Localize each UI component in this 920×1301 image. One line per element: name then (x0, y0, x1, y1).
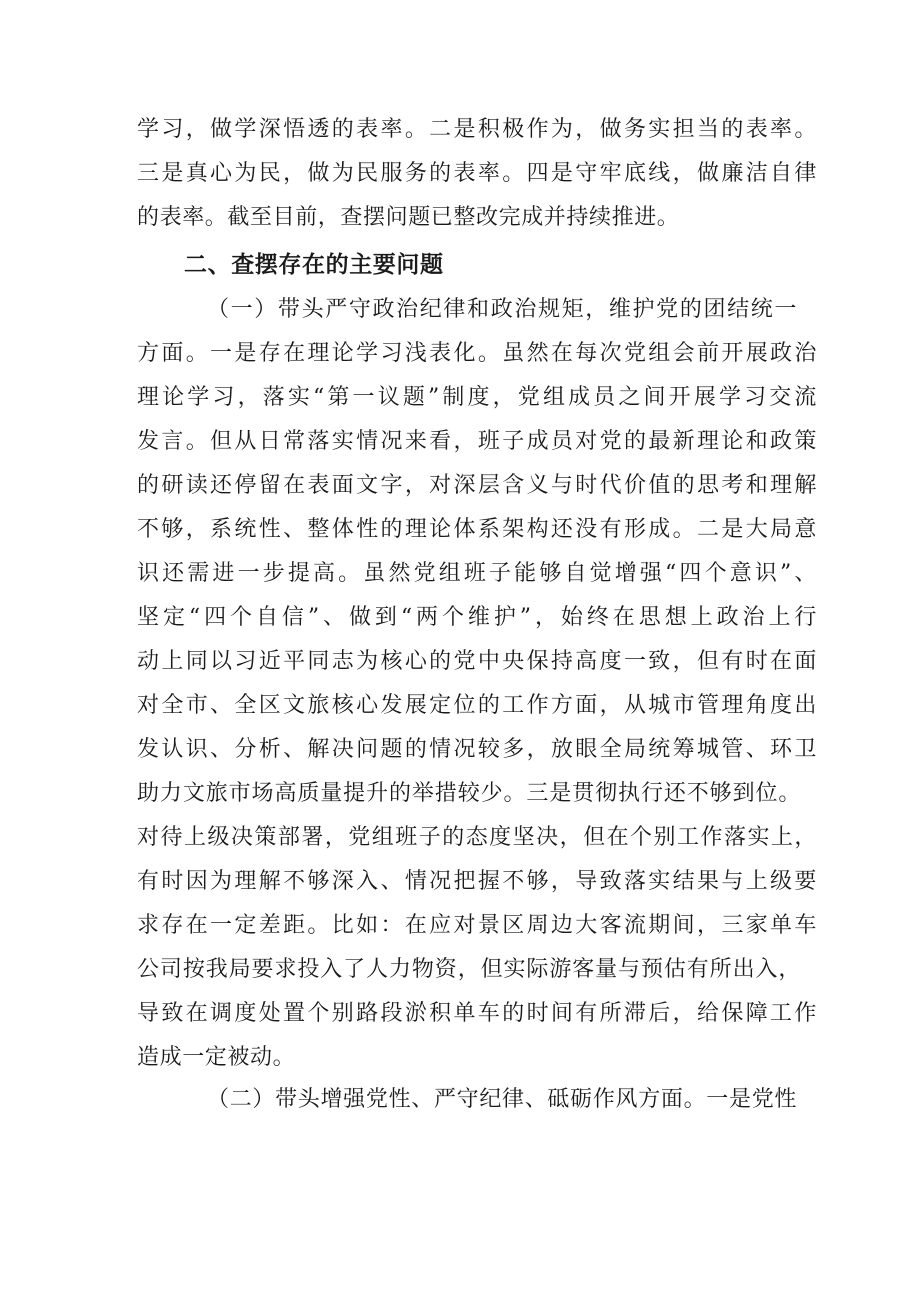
paragraph-line: 对全市、全区文旅核心发展定位的工作方面，从城市管理角度出 (137, 693, 817, 718)
paragraph-line: 发认识、分析、解决问题的情况较多，放眼全局统筹城管、环卫 (137, 737, 817, 762)
paragraph-line: 方面。一是存在理论学习浅表化。虽然在每次党组会前开展政治 (137, 341, 817, 366)
paragraph-line: 助力文旅市场高质量提升的举措较少。三是贯彻执行还不够到位。 (137, 781, 801, 806)
paragraph-line: 坚定“四个自信”、做到“两个维护”，始终在思想上政治上行 (137, 605, 817, 630)
paragraph-line: 的研读还停留在表面文字，对深层含义与时代价值的思考和理解 (137, 473, 817, 498)
paragraph-line: 不够，系统性、整体性的理论体系架构还没有形成。二是大局意 (137, 517, 817, 542)
paragraph-line: 造成一定被动。 (137, 1045, 296, 1070)
paragraph-line: 理论学习，落实“第一议题”制度，党组成员之间开展学习交流 (137, 385, 817, 410)
paragraph-line: （一）带头严守政治纪律和政治规矩，维护党的团结统一 (207, 297, 797, 322)
paragraph-line: 有时因为理解不够深入、情况把握不够，导致落实结果与上级要 (137, 869, 817, 894)
paragraph-line: 对待上级决策部署，党组班子的态度坚决，但在个别工作落实上， (137, 825, 817, 850)
paragraph-line: 求存在一定差距。比如：在应对景区周边大客流期间，三家单车 (137, 913, 817, 938)
paragraph-line: 学习，做学深悟透的表率。二是积极作为，做务实担当的表率。 (137, 117, 817, 142)
paragraph-line: 导致在调度处置个别路段淤积单车的时间有所滞后，给保障工作 (137, 1001, 817, 1026)
paragraph-line: 三是真心为民，做为民服务的表率。四是守牢底线，做廉洁自律 (137, 161, 817, 186)
paragraph-line: （二）带头增强党性、严守纪律、砥砺作风方面。一是党性 (207, 1087, 797, 1112)
paragraph-line: 发言。但从日常落实情况来看，班子成员对党的最新理论和政策 (137, 429, 817, 454)
section-heading: 二、查摆存在的主要问题 (184, 252, 444, 278)
paragraph-line: 识还需进一步提高。虽然党组班子能够自觉增强“四个意识”、 (137, 561, 817, 586)
paragraph-line: 公司按我局要求投入了人力物资，但实际游客量与预估有所出入， (137, 957, 801, 982)
paragraph-line: 动上同以习近平同志为核心的党中央保持高度一致，但有时在面 (137, 649, 817, 674)
paragraph-line: 的表率。截至目前，查摆问题已整改完成并持续推进。 (137, 205, 680, 230)
